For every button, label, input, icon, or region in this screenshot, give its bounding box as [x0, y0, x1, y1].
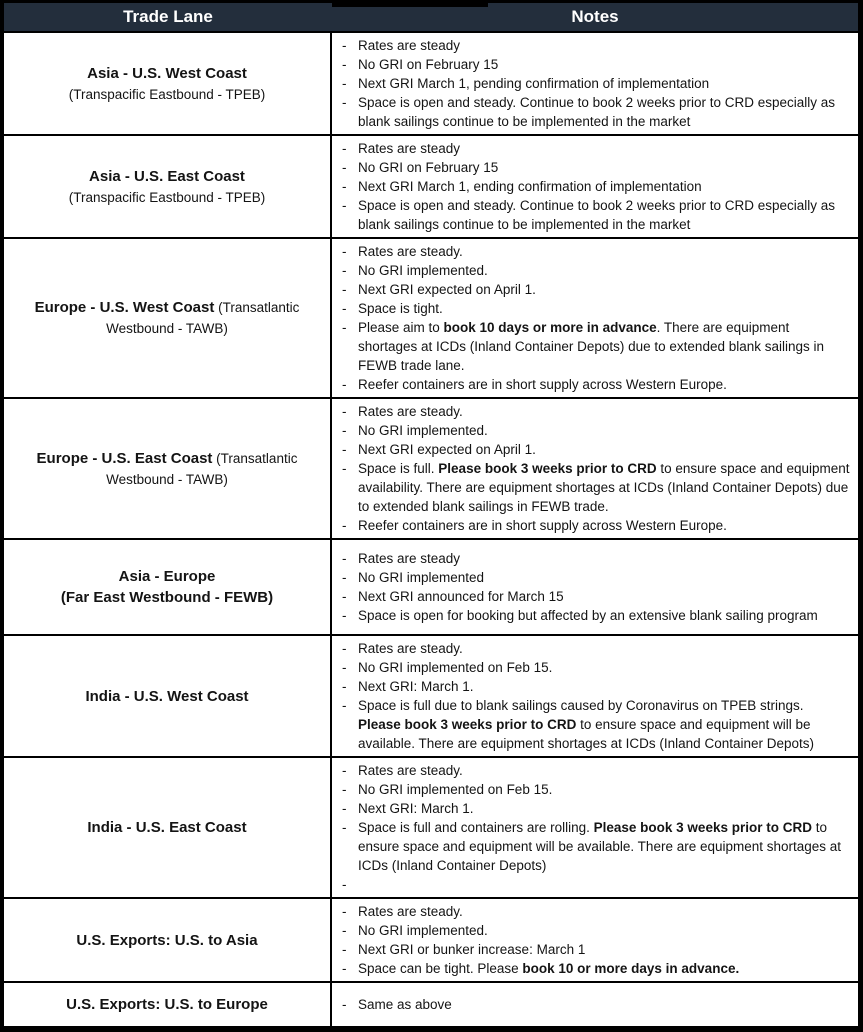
- note-item: [342, 799, 850, 818]
- note-item: [342, 93, 850, 131]
- note-dash: -: [342, 244, 347, 259]
- trade-lane-cell: [4, 239, 330, 397]
- note-text: Reefer containers are in short supply across Western Europe.: [358, 518, 727, 533]
- trade-lane-cell: [4, 758, 330, 897]
- trade-lane-cell: [4, 636, 330, 756]
- note-dash: -: [342, 660, 347, 675]
- table-row: [4, 634, 858, 756]
- note-text: Space is open and steady. Continue to book 2 weeks prior to CRD especially as blank sailings continue to be implemented in the market: [358, 198, 836, 232]
- trade-lane-cell: [4, 399, 330, 538]
- note-text: Space is open and steady. Continue to book 2 weeks prior to CRD especially as blank sailings continue to be implemented in the market: [358, 95, 836, 129]
- note-dash: -: [342, 641, 347, 656]
- trade-lane-cell: [4, 983, 330, 1026]
- trade-lane-cell: [4, 540, 330, 634]
- note-dash: -: [342, 589, 347, 604]
- note-item: [342, 74, 850, 93]
- note-item: [342, 818, 850, 875]
- note-text: No GRI implemented.: [358, 423, 488, 438]
- note-text: No GRI implemented.: [358, 923, 488, 938]
- note-dash: -: [342, 942, 347, 957]
- lane-title: Europe - U.S. East Coast: [36, 449, 213, 467]
- note-dash: -: [342, 320, 347, 335]
- note-text: Space is full and containers are rolling. Please book 3 weeks prior to CRD to ensure space and equipment will be available. There are equipment shortages at ICDs (Inland Container Depots): [358, 820, 842, 873]
- notes-list: [342, 902, 850, 978]
- notes-list: [342, 761, 850, 894]
- note-text: No GRI implemented.: [358, 263, 488, 278]
- table-row: [4, 237, 858, 397]
- note-dash: -: [342, 57, 347, 72]
- note-item: [342, 995, 850, 1014]
- note-item: [342, 658, 850, 677]
- note-text: Rates are steady.: [358, 641, 463, 656]
- note-text: Space is open for booking but affected by an extensive blank sailing program: [358, 608, 818, 623]
- notes-list: [342, 549, 850, 625]
- note-text: Next GRI March 1, ending confirmation of implementation: [358, 179, 702, 194]
- note-item: [342, 587, 850, 606]
- note-item: [342, 196, 850, 234]
- lane-subtitle: (Transpacific Eastbound - TPEB): [68, 86, 266, 102]
- note-text: Next GRI expected on April 1.: [358, 442, 536, 457]
- note-item: [342, 299, 850, 318]
- note-dash: -: [342, 782, 347, 797]
- note-text: No GRI on February 15: [358, 57, 499, 72]
- note-text: Rates are steady: [358, 141, 461, 156]
- note-text: No GRI implemented on Feb 15.: [358, 782, 553, 797]
- table-row: [4, 31, 858, 134]
- note-dash: -: [342, 997, 347, 1012]
- notes-cell: [332, 33, 858, 134]
- note-item: [342, 639, 850, 658]
- note-item: [342, 516, 850, 535]
- note-dash: -: [342, 923, 347, 938]
- note-dash: -: [342, 570, 347, 585]
- note-item: [342, 677, 850, 696]
- note-item: [342, 459, 850, 516]
- note-dash: -: [342, 179, 347, 194]
- note-dash: -: [342, 198, 347, 213]
- table-body: [4, 31, 858, 1026]
- lane-subtitle: (Transatlantic Westbound - TAWB): [106, 450, 298, 487]
- notes-list: [342, 995, 850, 1014]
- note-item: [342, 375, 850, 394]
- note-dash: -: [342, 518, 347, 533]
- notes-cell: [332, 239, 858, 397]
- lane-title: U.S. Exports: U.S. to Europe: [66, 996, 268, 1013]
- note-text: Rates are steady.: [358, 404, 463, 419]
- note-text: No GRI implemented on Feb 15.: [358, 660, 553, 675]
- table-row: [4, 897, 858, 981]
- notes-cell: [332, 983, 858, 1026]
- note-item: [342, 261, 850, 280]
- note-dash: -: [342, 404, 347, 419]
- note-item: [342, 318, 850, 375]
- note-dash: -: [342, 263, 347, 278]
- lane-title: (Far East Westbound - FEWB): [60, 589, 274, 606]
- note-text: Same as above: [358, 997, 452, 1012]
- note-text: No GRI implemented: [358, 570, 485, 585]
- table-row: [4, 134, 858, 237]
- notes-list: [342, 36, 850, 131]
- trade-lane-cell: [4, 899, 330, 981]
- note-dash: -: [342, 160, 347, 175]
- note-item: [342, 959, 850, 978]
- lane-text: [12, 448, 322, 490]
- trade-lane-column-header: [4, 3, 332, 31]
- note-text: Space is tight.: [358, 301, 443, 316]
- note-item: [342, 55, 850, 74]
- note-dash: -: [342, 801, 347, 816]
- note-dash: -: [342, 461, 347, 476]
- note-text: Next GRI March 1, pending confirmation of implementation: [358, 76, 710, 91]
- note-item: [342, 902, 850, 921]
- note-text: Next GRI: March 1.: [358, 801, 474, 816]
- lane-title: India - U.S. East Coast: [87, 819, 247, 836]
- note-text: Next GRI: March 1.: [358, 679, 474, 694]
- lane-title: India - U.S. West Coast: [85, 687, 249, 705]
- note-item: [342, 280, 850, 299]
- notes-list: [342, 242, 850, 394]
- notes-cell: [332, 636, 858, 756]
- note-dash: -: [342, 608, 347, 623]
- note-dash: -: [342, 820, 347, 835]
- lane-text: [12, 297, 322, 339]
- note-dash: -: [342, 877, 347, 892]
- note-dash: -: [342, 141, 347, 156]
- note-item: [342, 921, 850, 940]
- top-black-strip: [332, 3, 488, 7]
- lane-title: Asia - Europe: [118, 568, 216, 585]
- lane-subtitle: (Transpacific Eastbound - TPEB): [68, 189, 266, 205]
- notes-header-label: Notes: [571, 7, 619, 26]
- note-item: [342, 177, 850, 196]
- note-dash: -: [342, 679, 347, 694]
- note-text: Rates are steady.: [358, 904, 463, 919]
- table-header-row: [4, 3, 858, 31]
- note-item: [342, 549, 850, 568]
- trade-lane-header-label: Trade Lane: [123, 7, 213, 26]
- table-row: [4, 981, 858, 1026]
- note-item: [342, 158, 850, 177]
- notes-cell: [332, 899, 858, 981]
- note-dash: -: [342, 442, 347, 457]
- trade-lane-cell: [4, 33, 330, 134]
- note-dash: -: [342, 76, 347, 91]
- notes-cell: [332, 540, 858, 634]
- note-text: Next GRI announced for March 15: [358, 589, 564, 604]
- note-item: [342, 940, 850, 959]
- notes-cell: [332, 136, 858, 237]
- note-text: Space can be tight. Please book 10 or more days in advance.: [358, 961, 740, 976]
- note-text: Space is full due to blank sailings caused by Coronavirus on TPEB strings. Please book 3 weeks prior to CRD to ensure space and equipment will be available. There are equipment shortages at ICDs (Inland Container Depots): [358, 698, 815, 751]
- note-item: [342, 139, 850, 158]
- note-text: Space is full. Please book 3 weeks prior to CRD to ensure space and equipment availability. There are equipment shortages at ICDs (Inland Container Depots) due to extended blank sailings in FEWB trade.: [358, 461, 850, 514]
- note-text: Rates are steady: [358, 551, 461, 566]
- note-text: Rates are steady: [358, 38, 461, 53]
- table-row: [4, 756, 858, 897]
- note-dash: -: [342, 763, 347, 778]
- note-item: [342, 568, 850, 587]
- note-text: Rates are steady.: [358, 244, 463, 259]
- note-dash: -: [342, 423, 347, 438]
- lane-subtitle: (Transatlantic Westbound - TAWB): [106, 300, 300, 336]
- notes-list: [342, 139, 850, 234]
- note-text: Next GRI expected on April 1.: [358, 282, 536, 297]
- lane-title: Asia - U.S. West Coast: [87, 64, 247, 82]
- note-item: [342, 36, 850, 55]
- notes-cell: [332, 399, 858, 538]
- note-item: [342, 780, 850, 799]
- note-text: Please aim to book 10 days or more in advance. There are equipment shortages at ICDs (Inland Container Depots) due to extended blank sailings in FEWB trade lane.: [358, 320, 825, 373]
- note-text: Reefer containers are in short supply across Western Europe.: [358, 377, 727, 392]
- lane-title: Europe - U.S. West Coast: [34, 299, 215, 316]
- note-dash: -: [342, 377, 347, 392]
- lane-title: Asia - U.S. East Coast: [89, 167, 245, 185]
- note-text: Rates are steady.: [358, 763, 463, 778]
- note-text: Next GRI or bunker increase: March 1: [358, 942, 586, 957]
- notes-column-header: [332, 3, 858, 31]
- note-dash: -: [342, 961, 347, 976]
- note-item: [342, 402, 850, 421]
- notes-cell: [332, 758, 858, 897]
- note-dash: -: [342, 38, 347, 53]
- lane-title: U.S. Exports: U.S. to Asia: [76, 931, 258, 949]
- note-item: [342, 242, 850, 261]
- note-item: [342, 606, 850, 625]
- note-dash: -: [342, 904, 347, 919]
- note-item: [342, 421, 850, 440]
- note-item: [342, 440, 850, 459]
- notes-list: [342, 639, 850, 753]
- note-dash: -: [342, 282, 347, 297]
- note-item: [342, 761, 850, 780]
- table-row: [4, 538, 858, 634]
- note-item: [342, 696, 850, 753]
- note-item: [342, 875, 850, 894]
- note-text: No GRI on February 15: [358, 160, 499, 175]
- note-dash: -: [342, 551, 347, 566]
- note-dash: -: [342, 698, 347, 713]
- table-row: [4, 397, 858, 538]
- notes-list: [342, 402, 850, 535]
- note-dash: -: [342, 95, 347, 110]
- note-dash: -: [342, 301, 347, 316]
- trade-lane-cell: [4, 136, 330, 237]
